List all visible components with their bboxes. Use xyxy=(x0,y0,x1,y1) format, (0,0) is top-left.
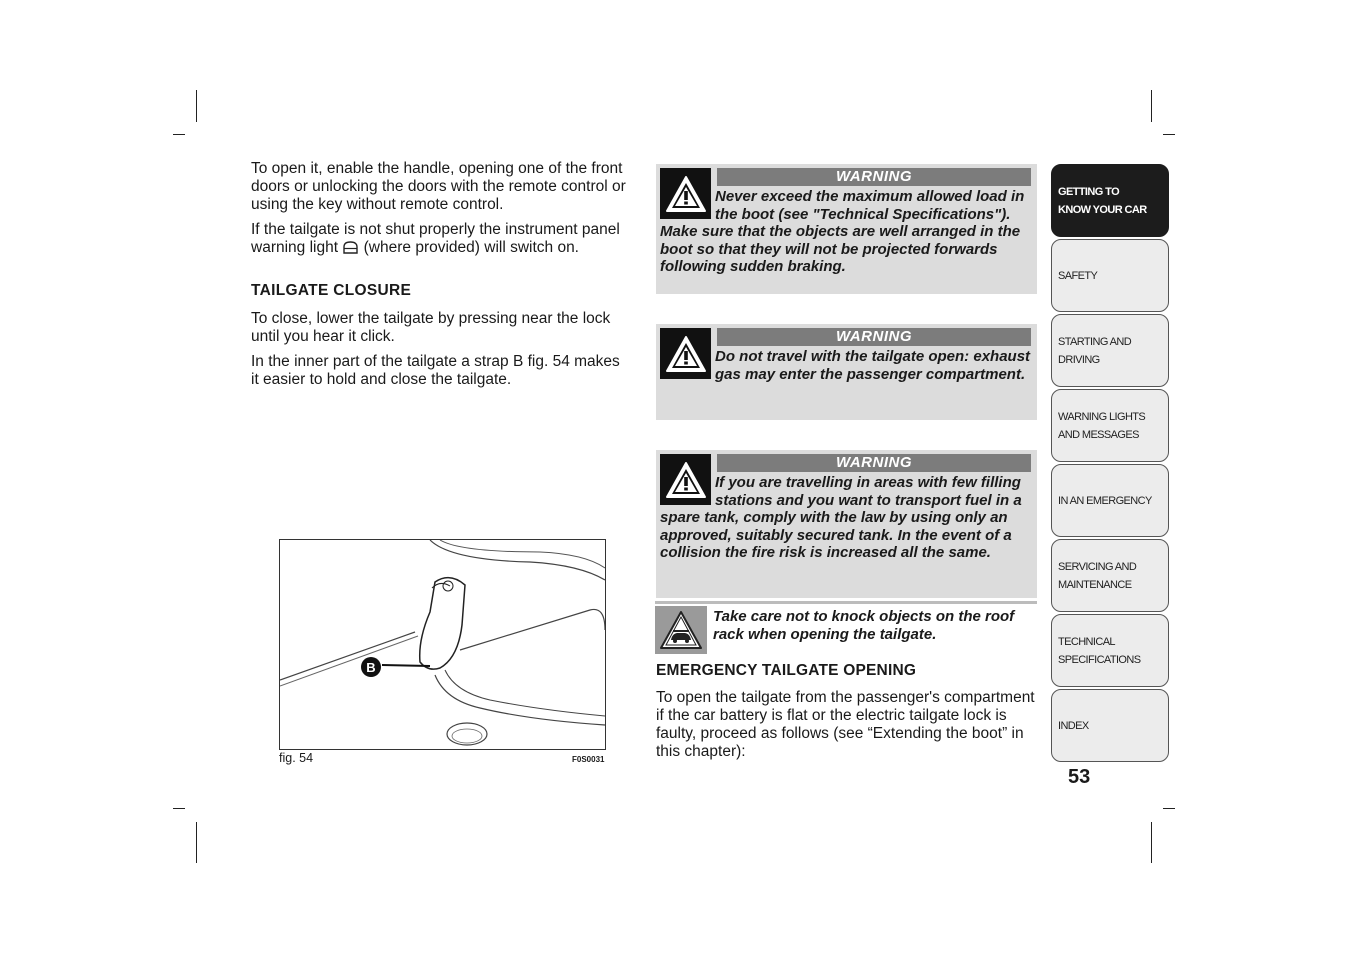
warning-title: WARNING xyxy=(717,168,1031,186)
right-column xyxy=(656,662,1041,761)
paragraph-emergency-opening: To open the tailgate from the passenger's compartment if the car battery is flat or the electric tailgate lock is faulty, proceed as follows (see “Extending the boot” in this chapter): xyxy=(656,689,1035,760)
paragraph-text: If the tailgate is not shut properly the instrument panel warning light xyxy=(251,221,620,256)
section-heading-tailgate-closure: TAILGATE CLOSURE xyxy=(251,282,412,299)
page-number: 53 xyxy=(1068,766,1091,788)
warning-box-tailgate-open xyxy=(656,324,1037,420)
warning-title: WARNING xyxy=(717,328,1031,346)
left-column xyxy=(251,160,631,396)
warning-triangle-icon xyxy=(660,328,711,379)
chapter-tabs xyxy=(1051,164,1169,764)
crop-mark xyxy=(196,90,197,122)
figure-code: F0S0031 xyxy=(572,755,605,764)
note-roof-rack xyxy=(655,601,1037,654)
crop-mark xyxy=(173,134,185,135)
tab-getting-to-know-your-car[interactable]: GETTING TO KNOW YOUR CAR xyxy=(1051,164,1169,237)
warning-triangle-icon xyxy=(660,168,711,219)
warning-box-fuel-tank xyxy=(656,450,1037,598)
label-b: B xyxy=(366,660,376,675)
tab-warning-lights-and-messages[interactable]: WARNING LIGHTS AND MESSAGES xyxy=(1051,389,1169,462)
warning-triangle-icon xyxy=(660,454,711,505)
paragraph-strap: In the inner part of the tailgate a strap B fig. 54 makes it easier to hold and close the tailgate. xyxy=(251,353,620,388)
figure-caption: fig. 54 xyxy=(279,751,314,765)
figure-tailgate-strap xyxy=(279,539,606,750)
crop-mark xyxy=(1151,822,1152,863)
paragraph-warning-light xyxy=(251,221,631,260)
tab-in-an-emergency[interactable]: IN AN EMERGENCY xyxy=(1051,464,1169,537)
tailgate-warning-light-icon xyxy=(342,240,359,260)
paragraph-open-tailgate: To open it, enable the handle, opening one of the front doors or unlocking the doors with the remote control or using the key without remote control. xyxy=(251,160,626,213)
section-heading-emergency-opening: EMERGENCY TAILGATE OPENING xyxy=(656,662,917,679)
tab-starting-and-driving[interactable]: STARTING AND DRIVING xyxy=(1051,314,1169,387)
crop-mark xyxy=(1163,134,1175,135)
tab-servicing-and-maintenance[interactable]: SERVICING AND MAINTENANCE xyxy=(1051,539,1169,612)
tab-index[interactable]: INDEX xyxy=(1051,689,1169,762)
tailgate-strap-illustration xyxy=(280,540,605,749)
paragraph-text: (where provided) will switch on. xyxy=(359,239,579,256)
crop-mark xyxy=(1163,808,1175,809)
note-text: Take care not to knock objects on the roof rack when opening the tailgate. xyxy=(713,608,1015,643)
tab-technical-specifications[interactable]: TECHNICAL SPECIFICATIONS xyxy=(1051,614,1169,687)
roof-rack-caution-icon xyxy=(655,606,707,654)
paragraph-close-tailgate: To close, lower the tailgate by pressing near the lock until you hear it click. xyxy=(251,310,611,345)
crop-mark xyxy=(173,808,185,809)
warning-text: If you are travelling in areas with few filling stations and you want to transport fuel in a spare tank, comply with the law by using only an approved, suitably secured tank. In the event of a collision the fire risk is increased all the same. xyxy=(660,474,1022,561)
tab-safety[interactable]: SAFETY xyxy=(1051,239,1169,312)
warning-text: Never exceed the maximum allowed load in the boot (see "Technical Specifications"). Make sure that the objects are well arranged in the boot so that they will not be projected forwards following sudden braking. xyxy=(660,188,1025,275)
crop-mark xyxy=(196,822,197,863)
crop-mark xyxy=(1151,90,1152,122)
warning-title: WARNING xyxy=(717,454,1031,472)
warning-text: Do not travel with the tailgate open: exhaust gas may enter the passenger compartment. xyxy=(715,348,1031,383)
warning-box-max-load xyxy=(656,164,1037,294)
